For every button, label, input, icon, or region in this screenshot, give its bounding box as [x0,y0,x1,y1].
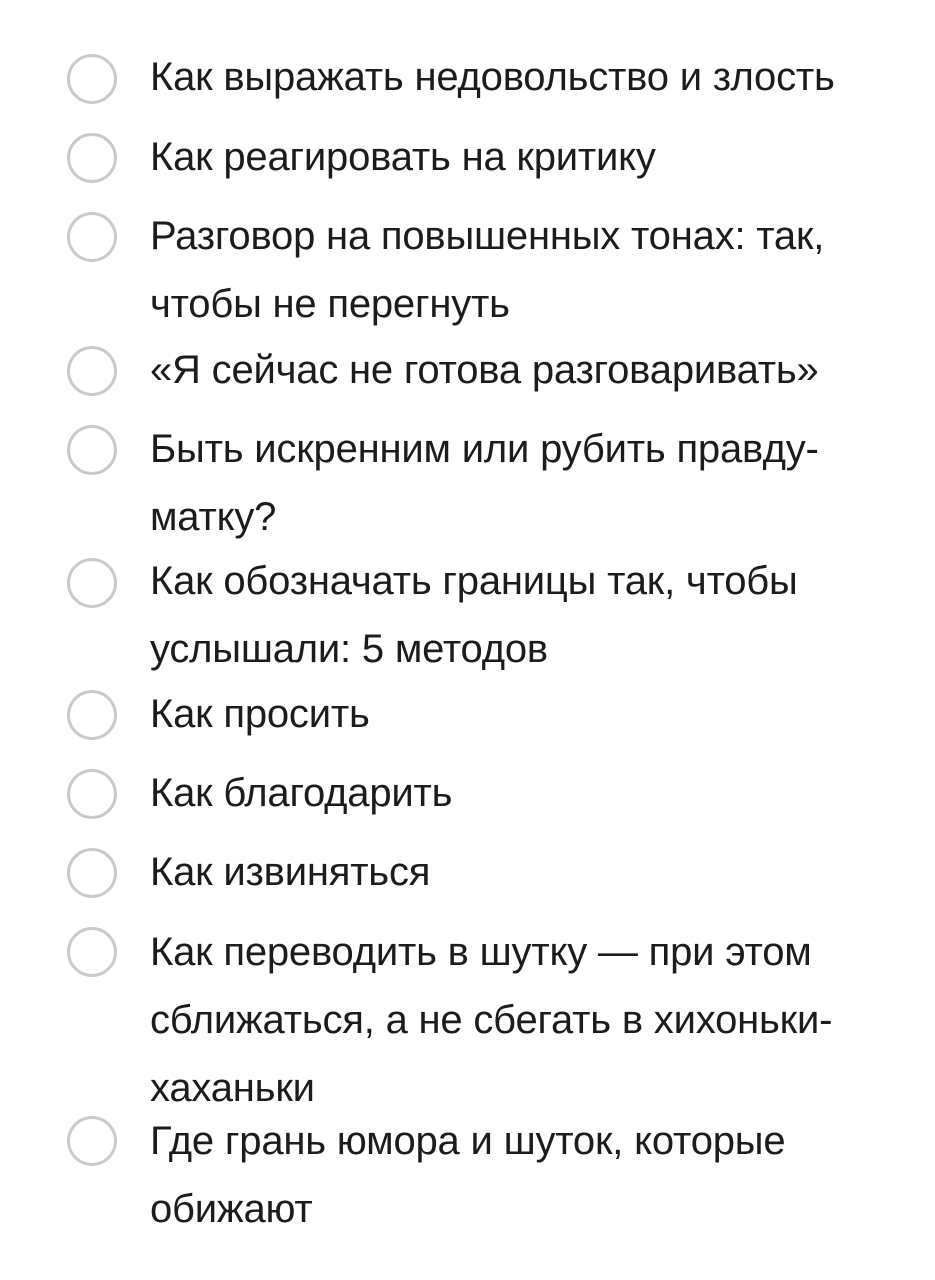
item-label: Как обозначать границы так, чтобы услышали: 5 методов [150,559,798,671]
checkbox-empty[interactable] [67,690,117,740]
checkbox-empty[interactable] [67,346,117,396]
item-label: Разговор на повышенных тонах: так, чтобы не перегнуть [150,214,825,326]
checkbox-empty[interactable] [67,54,117,104]
item-label: Как просить [150,692,370,736]
item-label: Как благодарить [150,771,453,815]
checkbox-empty[interactable] [67,212,117,262]
checkbox-empty[interactable] [67,425,117,475]
checkbox-empty[interactable] [67,133,117,183]
item-label: Как извиняться [150,850,431,894]
checkbox-empty[interactable] [67,769,117,819]
item-label: Как реагировать на критику [150,135,656,179]
item-label: Как выражать недовольство и злость [150,55,835,99]
item-label: «Я сейчас не готова разговаривать» [150,348,819,392]
checkbox-empty[interactable] [67,927,117,977]
checkbox-empty[interactable] [67,558,117,608]
item-label: Где грань юмора и шуток, которые обижают [150,1119,786,1231]
checkbox-empty[interactable] [67,1116,117,1166]
checkbox-empty[interactable] [67,848,117,898]
item-label: Быть искренним или рубить правду- матку? [150,427,819,539]
item-label: Как переводить в шутку — при этом сближаться, а не сбегать в хихоньки- хаханьки [150,930,833,1110]
